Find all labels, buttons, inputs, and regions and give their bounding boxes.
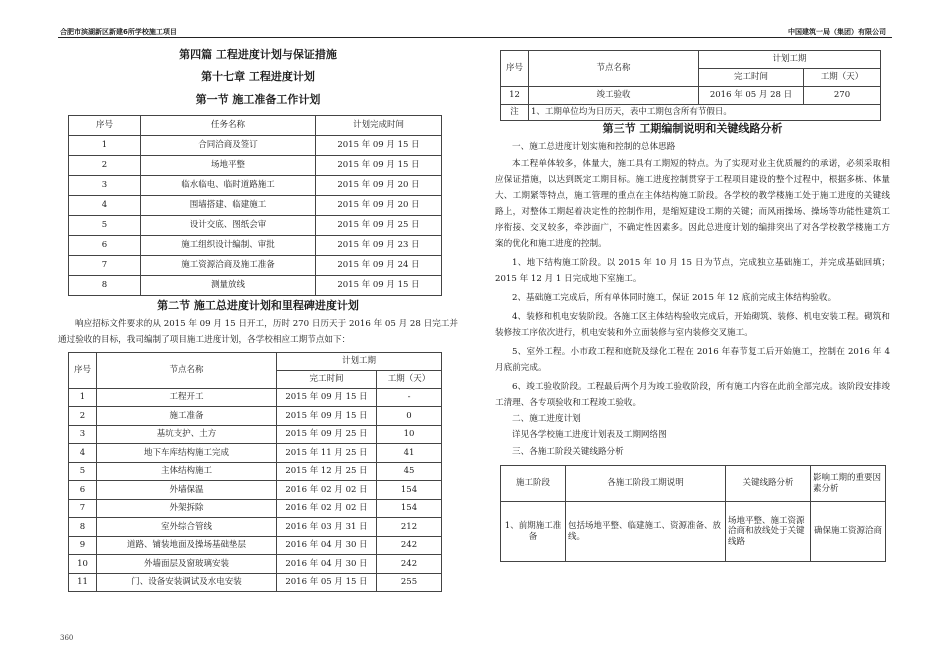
col-header-seq: 序号: [69, 115, 141, 135]
col-header-node: 节点名称: [529, 51, 699, 87]
table-row: [69, 195, 442, 215]
cell-seq: 4: [69, 195, 141, 215]
table-row: [69, 573, 442, 592]
cell-time: 2015 年 09 月 15 日: [316, 135, 442, 155]
table-header-row: [69, 352, 442, 370]
table-row: [69, 388, 442, 407]
cell-task: 施工组织设计编制、审批: [141, 235, 316, 255]
section3-title: 第三节 工期编制说明和关键线路分析: [602, 122, 783, 135]
cell-seq: 4: [69, 444, 97, 463]
cell-seq: 12: [501, 87, 529, 105]
table-row: [69, 135, 442, 155]
cell-task: 围墙搭建、临建施工: [141, 195, 316, 215]
table-row: [69, 425, 442, 444]
subheading-3: 三、各施工阶段关键线路分析: [512, 446, 624, 457]
cell-finish: 2016 年 04 月 30 日: [277, 536, 377, 555]
cell-finish: 2015 年 09 月 15 日: [277, 388, 377, 407]
cell-seq: 10: [69, 555, 97, 574]
subheading-2-text: 详见各学校施工进度计划表及工期网络图: [512, 430, 667, 441]
cell-desc: 包括场地平整、临建施工、资源准备、放线。: [566, 502, 726, 562]
cell-days: 0: [377, 407, 442, 426]
cell-finish: 2016 年 02 月 02 日: [277, 499, 377, 518]
cell-finish: 2016 年 05 月 15 日: [277, 573, 377, 592]
cell-time: 2015 年 09 月 15 日: [316, 275, 442, 295]
header-company-name: 中国建筑一局（集团）有限公司: [788, 28, 886, 36]
col-header-plan: 计划工期: [277, 352, 442, 370]
section2-paragraph: 响应招标文件要求的从 2015 年 09 月 15 日开工，历时 270 日历天于 2016 年 05 月 28 日完工并通过验收的目标，我司编制了项目施工进度计划，各学校相应工期节点如下：: [58, 318, 458, 345]
cell-finish: 2016 年 02 月 02 日: [277, 481, 377, 500]
table-row: [69, 481, 442, 500]
table-note-row: [501, 105, 881, 121]
paragraph-overview: 本工程单体较多，体量大，施工具有工期短的特点。为了实现对业主优质履约的承诺，必须采取相应保证措施，以达到既定工期目标。施工进度控制贯穿于工程项目建设的整个过程中，根据多栋、体量大、工期紧等特点，施工管理的重点在主体结构施工阶段。各学校的教学楼施工处于施工进度的关键线路上，对整体工期起着决定性的控制作用，是缩短建设工期的关键；而风雨操场、操场等功能性建筑工序衔接、交叉较多，牵涉面广，不确定性因素多。因此总进度计划的编排突出了对各学校教学楼施工方案的优化和施工进度的控制。: [495, 158, 890, 249]
cell-time: 2015 年 09 月 25 日: [316, 215, 442, 235]
table-row: [501, 87, 881, 105]
note-label: 注: [501, 105, 529, 121]
table-row: [69, 462, 442, 481]
table-row: [69, 175, 442, 195]
cell-days: 154: [377, 481, 442, 500]
cell-node: 外架拆除: [97, 499, 277, 518]
cell-finish: 2016 年 03 月 31 日: [277, 518, 377, 537]
subheading-2: 二、施工进度计划: [512, 413, 581, 424]
cell-task: 合同洽商及签订: [141, 135, 316, 155]
cell-node: 基坑支护、土方: [97, 425, 277, 444]
cell-time: 2015 年 09 月 23 日: [316, 235, 442, 255]
paragraph-stage-4: 4、装修和机电安装阶段。各施工区主体结构验收完成后，开始砌筑、装修、机电安装工程。砌筑和装修按工序依次进行，机电安装和外立面装修与室内装修交叉施工。: [495, 311, 890, 338]
cell-days: 255: [377, 573, 442, 592]
cell-node: 竣工验收: [529, 87, 699, 105]
cell-node: 外墙面层及窗玻璃安装: [97, 555, 277, 574]
col-header-node: 节点名称: [97, 352, 277, 388]
col-header-days: 工期（天）: [804, 69, 881, 87]
cell-seq: 6: [69, 235, 141, 255]
cell-task: 场地平整: [141, 155, 316, 175]
table-header-row: [69, 115, 442, 135]
cell-node: 地下车库结构施工完成: [97, 444, 277, 463]
table-header-row: [501, 51, 881, 69]
cell-node: 道路、铺装地面及操场基础垫层: [97, 536, 277, 555]
table-row: [69, 407, 442, 426]
cell-time: 2015 年 09 月 20 日: [316, 175, 442, 195]
table-row: [69, 215, 442, 235]
paragraph-stage-6: 6、竣工验收阶段。工程最后两个月为竣工验收阶段，所有施工内容在此前全部完成。该阶段安排竣工清理、各专项验收和工程竣工验收。: [495, 381, 890, 408]
col-header-desc: 各施工阶段工期说明: [566, 466, 726, 502]
table-row: [69, 275, 442, 295]
cell-finish: 2015 年 11 月 25 日: [277, 444, 377, 463]
cell-days: 270: [804, 87, 881, 105]
cell-seq: 1: [69, 388, 97, 407]
col-header-seq: 序号: [69, 352, 97, 388]
col-header-finish: 完工时间: [277, 370, 377, 388]
cell-days: 242: [377, 555, 442, 574]
cell-time: 2015 年 09 月 24 日: [316, 255, 442, 275]
cell-seq: 2: [69, 155, 141, 175]
cell-seq: 7: [69, 255, 141, 275]
cell-node: 门、设备安装调试及水电安装: [97, 573, 277, 592]
note-text: 1、工期单位均为日历天，表中工期包含所有节假日。: [529, 105, 881, 121]
col-header-finish: 完工时间: [699, 69, 804, 87]
milestone-table-continued: [500, 50, 881, 121]
col-header-seq: 序号: [501, 51, 529, 87]
cell-time: 2015 年 09 月 20 日: [316, 195, 442, 215]
cell-seq: 11: [69, 573, 97, 592]
cell-days: 154: [377, 499, 442, 518]
cell-seq: 2: [69, 407, 97, 426]
paragraph-stage-1: 1、地下结构施工阶段。以 2015 年 10 月 15 日为节点，完成独立基础施工，并完成基础回填；2015 年 12 月 1 日完成地下室施工。: [495, 257, 890, 284]
paragraph-stage-2: 2、基础施工完成后，所有单体同时施工，保证 2015 年 12 底前完成主体结构验收。: [512, 292, 837, 303]
subheading-1: 一、施工总进度计划实施和控制的总体思路: [512, 142, 676, 153]
table-row: [69, 499, 442, 518]
cell-seq: 5: [69, 462, 97, 481]
col-header-days: 工期（天）: [377, 370, 442, 388]
cell-seq: 8: [69, 518, 97, 537]
table-row: [69, 518, 442, 537]
col-header-critical-path: 关键线路分析: [726, 466, 811, 502]
cell-days: 10: [377, 425, 442, 444]
cell-seq: 3: [69, 175, 141, 195]
cell-seq: 9: [69, 536, 97, 555]
cell-node: 外墙保温: [97, 481, 277, 500]
header-rule: [58, 37, 892, 38]
cell-node: 主体结构施工: [97, 462, 277, 481]
section2-title: 第二节 施工总进度计划和里程碑进度计划: [157, 298, 359, 312]
table-row: [69, 536, 442, 555]
prep-work-table: [68, 115, 442, 296]
right-column: [495, 40, 890, 562]
table-row: [69, 155, 442, 175]
cell-finish: 2015 年 09 月 25 日: [277, 425, 377, 444]
chapter-title: 第十七章 工程进度计划: [201, 70, 315, 84]
paragraph-stage-5: 5、室外工程。小市政工程和庭院及绿化工程在 2016 年春节复工后开始施工，控制在 2016 年 4 月底前完成。: [495, 346, 890, 373]
cell-days: 41: [377, 444, 442, 463]
table-row: [69, 555, 442, 574]
cell-days: -: [377, 388, 442, 407]
cell-finish: 2016 年 05 月 28 日: [699, 87, 804, 105]
cell-node: 工程开工: [97, 388, 277, 407]
cell-task: 临水临电、临时道路施工: [141, 175, 316, 195]
cell-finish: 2016 年 04 月 30 日: [277, 555, 377, 574]
cell-seq: 5: [69, 215, 141, 235]
header-project-name: 合肥市滨湖新区新建6所学校施工项目: [60, 28, 177, 36]
table-row: [501, 502, 886, 562]
cell-stage: 1、前期施工准备: [501, 502, 566, 562]
cell-days: 45: [377, 462, 442, 481]
cell-seq: 3: [69, 425, 97, 444]
cell-node: 室外综合管线: [97, 518, 277, 537]
cell-critical-path: 场地平整、施工资源洽商和放线处于关键线路: [726, 502, 811, 562]
part-title: 第四篇 工程进度计划与保证措施: [179, 48, 337, 61]
milestone-table: [68, 352, 442, 593]
cell-seq: 1: [69, 135, 141, 155]
cell-seq: 8: [69, 275, 141, 295]
table-header-row: [501, 466, 886, 502]
cell-task: 测量放线: [141, 275, 316, 295]
cell-task: 施工资源洽商及施工准备: [141, 255, 316, 275]
left-column: [58, 40, 458, 592]
col-header-task: 任务名称: [141, 115, 316, 135]
col-header-time: 计划完成时间: [316, 115, 442, 135]
table-row: [69, 444, 442, 463]
cell-factors: 确保施工资源洽商: [811, 502, 886, 562]
cell-days: 242: [377, 536, 442, 555]
col-header-plan: 计划工期: [699, 51, 881, 69]
cell-seq: 6: [69, 481, 97, 500]
cell-finish: 2015 年 09 月 15 日: [277, 407, 377, 426]
cell-finish: 2015 年 12 月 25 日: [277, 462, 377, 481]
table-row: [69, 255, 442, 275]
cell-time: 2015 年 09 月 15 日: [316, 155, 442, 175]
page-number: 360: [60, 634, 74, 642]
cell-node: 施工准备: [97, 407, 277, 426]
cell-days: 212: [377, 518, 442, 537]
col-header-factors: 影响工期的重要因素分析: [811, 466, 886, 502]
section1-title: 第一节 施工准备工作计划: [195, 93, 321, 107]
col-header-stage: 施工阶段: [501, 466, 566, 502]
table-row: [69, 235, 442, 255]
cell-task: 设计交底、图纸会审: [141, 215, 316, 235]
stage-analysis-table: [500, 465, 886, 562]
cell-seq: 7: [69, 499, 97, 518]
